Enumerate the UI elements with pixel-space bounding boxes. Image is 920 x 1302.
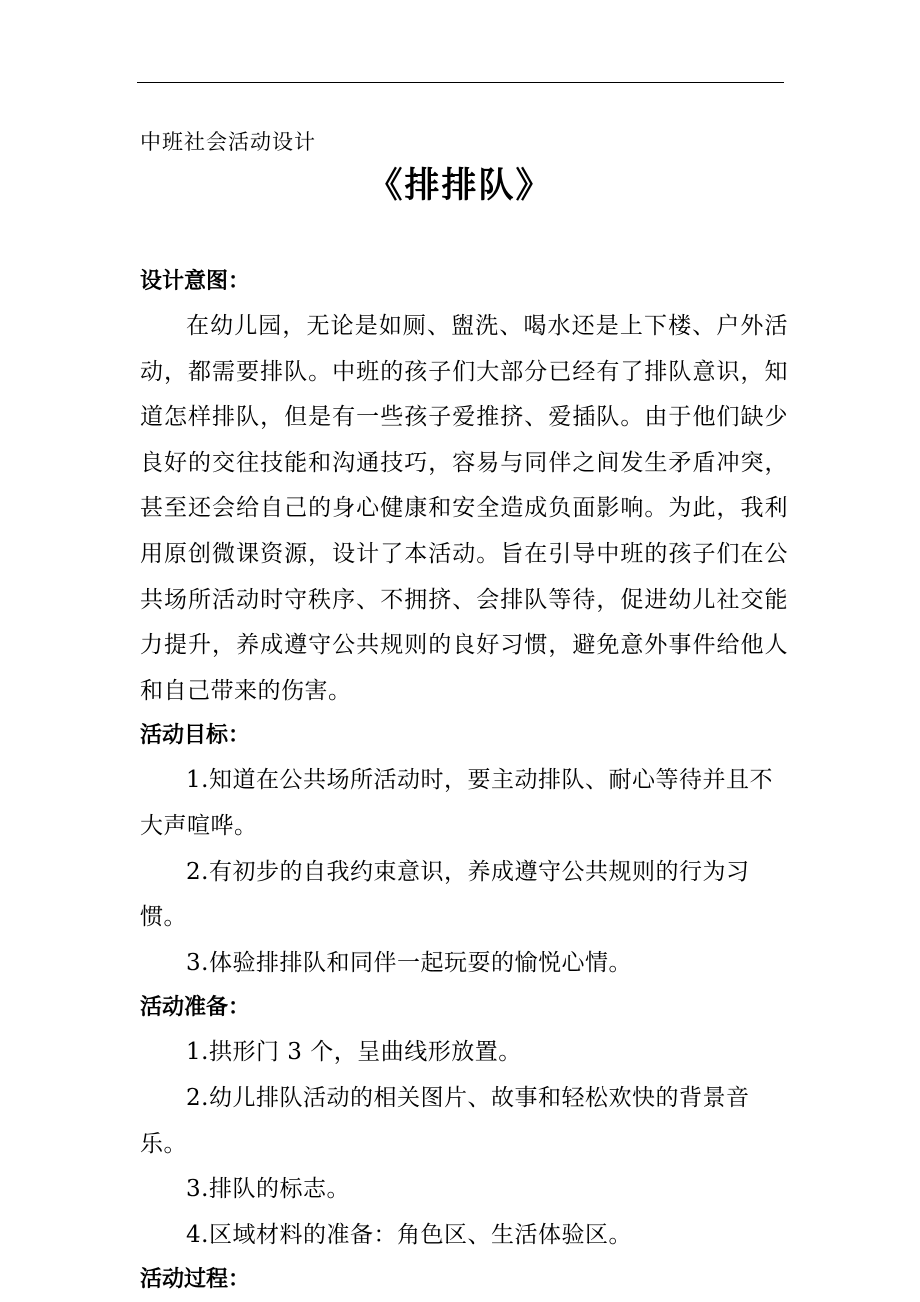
goal-item: 3.体验排排队和同伴一起玩耍的愉悦心情。 xyxy=(186,949,632,976)
document-body xyxy=(140,260,788,1302)
section-heading-goals: 活动目标： xyxy=(140,723,251,749)
goal-item: 2.有初步的自我约束意识，养成遵守公共规则的行为习惯。 xyxy=(140,858,750,931)
document-subtitle: 中班社会活动设计 xyxy=(140,130,316,154)
preparation-item: 1.拱形门 3 个，呈曲线形放置。 xyxy=(186,1039,522,1066)
section-heading-intent: 设计意图： xyxy=(140,269,251,294)
preparation-item: 3.排队的标志。 xyxy=(186,1176,350,1203)
preparation-item: 2.幼儿排队活动的相关图片、故事和轻松欢快的背景音乐。 xyxy=(140,1084,750,1157)
preparation-item: 4.区域材料的准备：角色区、生活体验区。 xyxy=(186,1221,632,1248)
section-heading-preparation: 活动准备： xyxy=(140,995,251,1021)
intent-paragraph: 在幼儿园，无论是如厕、盥洗、喝水还是上下楼、户外活动，都需要排队。中班的孩子们大部分已经有了排队意识，知道怎样排队，但是有一些孩子爱推挤、爱插队。由于他们缺少良好的交往技能和沟通技巧，容易与同伴之间发生矛盾冲突，甚至还会给自己的身心健康和安全造成负面影响。为此，我利用原创微课资源，设计了本活动。旨在引导中班的孩子们在公共场所活动时守秩序、不拥挤、会排队等待，促进幼儿社交能力提升，养成遵守公共规则的良好习惯，避免意外事件给他人和自己带来的伤害。 xyxy=(140,313,788,704)
goal-item: 1.知道在公共场所活动时，要主动排队、耐心等待并且不大声喧哗。 xyxy=(140,767,773,839)
document-title: 《排排队》 xyxy=(367,166,553,206)
header-rule xyxy=(137,82,784,83)
section-heading-process: 活动过程： xyxy=(140,1267,251,1293)
